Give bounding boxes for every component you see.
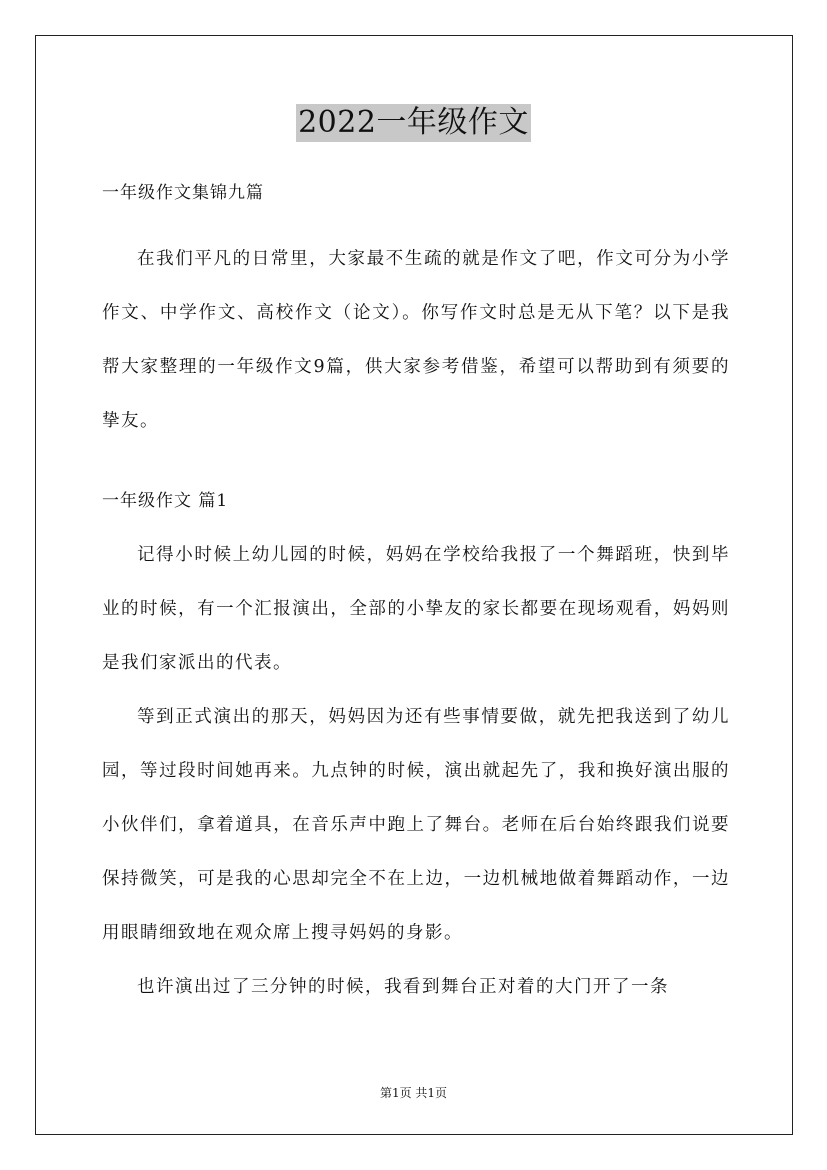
title-container: [0, 104, 827, 142]
document-title: 2022一年级作文: [298, 105, 529, 140]
document-subtitle: 一年级作文集锦九篇: [102, 183, 264, 203]
section-heading: 一年级作文 篇1: [102, 491, 229, 511]
body-paragraph: 也许演出过了三分钟的时候，我看到舞台正对着的大门开了一条: [137, 977, 669, 997]
body-paragraph: 等到正式演出的那天，妈妈因为还有些事情要做，就先把我送到了幼儿园，等过段时间她再来。九点钟的时候，演出就起先了，我和换好演出服的小伙伴们，拿着道具，在音乐声中跑上了舞台。老师在后台始终跟我们说要保持微笑，可是我的心思却完全不在上边，一边机械地做着舞蹈动作，一边用眼睛细致地在观众席上搜寻妈妈的身影。: [102, 707, 730, 943]
document-body: [102, 176, 730, 1014]
body-paragraph: 记得小时候上幼儿园的时候，妈妈在学校给我报了一个舞蹈班，快到毕业的时候，有一个汇报演出，全部的小挚友的家长都要在现场观看，妈妈则是我们家派出的代表。: [102, 545, 730, 673]
intro-paragraph: 在我们平凡的日常里，大家最不生疏的就是作文了吧，作文可分为小学作文、中学作文、高校作文（论文）。你写作文时总是无从下笔？以下是我帮大家整理的一年级作文9篇，供大家参考借鉴，希望可以帮助到有须要的挚友。: [102, 249, 730, 431]
page-footer: 第1页 共1页: [379, 1086, 448, 1100]
